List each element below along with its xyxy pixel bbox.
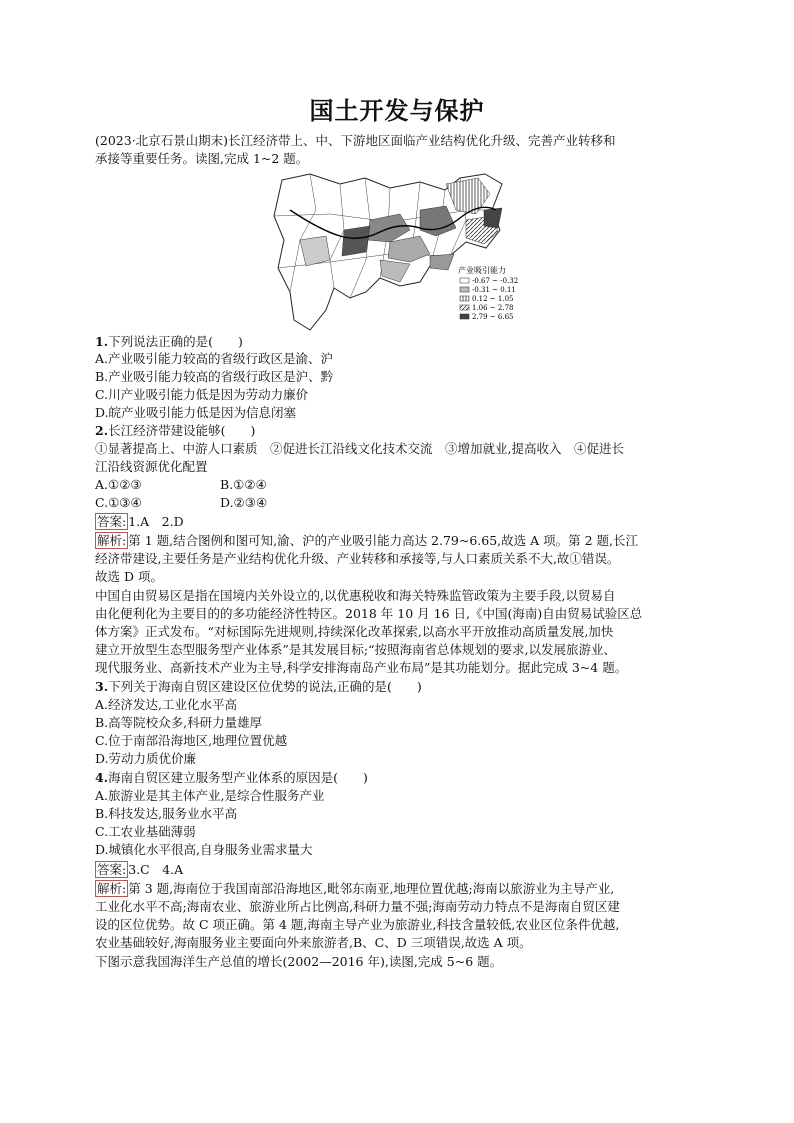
yangtze-economic-belt-map: [270, 170, 530, 335]
analysis-2-text-1: 第 3 题,海南位于我国南部沿海地区,毗邻东南亚,地理位置优越;海南以旅游业为主导产业,: [128, 881, 615, 896]
q2-items-line-1: ①显著提高上、中游人口素质 ②促进长江沿线文化技术交流 ③增加就业,提高收入 ④促进长: [95, 441, 624, 456]
question-3: [95, 678, 705, 695]
answer-2-text: 3.C 4.A: [128, 862, 184, 877]
page-title: 国土开发与保护: [309, 97, 485, 125]
analysis-1-line-1: [95, 532, 705, 549]
question-4-stem: 海南自贸区建立服务型产业体系的原因是( ): [108, 770, 368, 785]
analysis-2-line-4: 农业基础较好,海南服务业主要面向外来旅游者,B、C、D 三项错误,故选 A 项。: [95, 935, 532, 950]
analysis-tag: 解析:: [97, 533, 127, 548]
intro-2-line-3: 体方案》正式发布。“对标国际先进规则,持续深化改革探索,以高水平开放推动高质量发展,加快: [95, 624, 614, 639]
question-3-number: 3.: [95, 679, 109, 694]
q4-option-c: C.工农业基础薄弱: [95, 824, 196, 839]
legend-item-2: -0.31 ~ 0.11: [472, 286, 516, 294]
map-legend: [458, 265, 518, 321]
question-4: [95, 769, 705, 786]
answer-1: [95, 513, 705, 530]
q2-option-d: D.②③④: [220, 495, 268, 510]
question-2: [95, 422, 705, 439]
q1-option-b: B.产业吸引能力较高的省级行政区是沪、黔: [95, 369, 334, 384]
analysis-1-line-2: 经济带建设,主要任务是产业结构优化升级、产业转移和承接等,与人口素质关系不大,故①错误。: [95, 551, 620, 566]
q1-option-d: D.皖产业吸引能力低是因为信息闭塞: [95, 405, 297, 420]
analysis-2-line-1: [95, 880, 705, 897]
answer-2: [95, 861, 705, 878]
intro-1-line-2: 承接等重要任务。读图,完成 1~2 题。: [95, 151, 309, 166]
analysis-1-line-3: 故选 D 项。: [95, 569, 163, 584]
legend-item-5: 2.79 ~ 6.65: [472, 313, 514, 321]
q3-option-c: C.位于南部沿海地区,地理位置优越: [95, 733, 288, 748]
question-4-number: 4.: [95, 770, 109, 785]
intro-1-line-1: (2023·北京石景山期末)长江经济带上、中、下游地区面临产业结构优化升级、完善产业转移和: [95, 133, 616, 148]
q3-option-b: B.高等院校众多,科研力量雄厚: [95, 715, 263, 730]
question-3-stem: 下列关于海南自贸区建设区位优势的说法,正确的是( ): [108, 679, 422, 694]
legend-item-4: 1.06 ~ 2.78: [472, 304, 514, 312]
q1-option-a: A.产业吸引能力较高的省级行政区是渝、沪: [95, 351, 334, 366]
question-1: [95, 333, 705, 350]
question-1-stem: 下列说法正确的是( ): [108, 334, 243, 349]
intro-2-line-1: 中国自由贸易区是指在国境内关外设立的,以优惠税收和海关特殊监管政策为主要手段,以贸易自: [95, 588, 616, 603]
question-2-number: 2.: [95, 423, 109, 438]
q2-items-line-2: 江沿线资源优化配置: [95, 459, 208, 474]
q2-option-b: B.①②④: [220, 477, 267, 492]
legend-item-1: -0.67 ~ -0.32: [472, 277, 519, 285]
intro-2-line-4: 建立开放型生态型服务型产业体系”是其发展目标;“按照海南省总体规划的要求,以发展旅游业、: [95, 642, 616, 657]
analysis-1-text-1: 第 1 题,结合图例和图可知,渝、沪的产业吸引能力高达 2.79~6.65,故选 A 项。第 2 题,长江: [128, 533, 638, 548]
legend-item-3: 0.12 ~ 1.05: [472, 295, 514, 303]
q2-option-a: A.①②③: [95, 477, 142, 492]
q2-options-row-1: [95, 476, 705, 493]
intro-3: 下图示意我国海洋生产总值的增长(2002—2016 年),读图,完成 5~6 题。: [95, 954, 503, 969]
analysis-2-line-2: 工业化水平不高;海南农业、旅游业所占比例高,科研力量不强;海南劳动力特点不是海南自贸区建: [95, 899, 620, 914]
q4-option-a: A.旅游业是其主体产业,是综合性服务产业: [95, 788, 325, 803]
analysis-tag: 解析:: [97, 881, 127, 896]
answer-1-text: 1.A 2.D: [128, 514, 184, 529]
answer-tag: 答案:: [97, 862, 127, 877]
answer-tag: 答案:: [97, 514, 127, 529]
q3-option-d: D.劳动力质优价廉: [95, 751, 197, 766]
q2-option-c: C.①③④: [95, 495, 142, 510]
q1-option-c: C.川产业吸引能力低是因为劳动力廉价: [95, 387, 309, 402]
q4-option-d: D.城镇化水平很高,自身服务业需求量大: [95, 842, 313, 857]
question-1-number: 1.: [95, 334, 109, 349]
question-2-stem: 长江经济带建设能够( ): [108, 423, 256, 438]
intro-2-line-5: 现代服务业、高新技术产业为主导,科学安排海南岛产业布局”是其功能划分。据此完成 3~4 题。: [95, 660, 628, 675]
q2-options-row-2: [95, 494, 705, 511]
analysis-2-line-3: 设的区位优势。故 C 项正确。第 4 题,海南主导产业为旅游业,科技含量较低,农业区位条件优越,: [95, 917, 620, 932]
q4-option-b: B.科技发达,服务业水平高: [95, 806, 238, 821]
legend-title: 产业吸引能力: [458, 266, 506, 275]
intro-2-line-2: 由化便利化为主要目的的多功能经济性特区。2018 年 10 月 16 日,《中国(海南)自由贸易试验区总: [95, 606, 643, 621]
q3-option-a: A.经济发达,工业化水平高: [95, 697, 237, 712]
